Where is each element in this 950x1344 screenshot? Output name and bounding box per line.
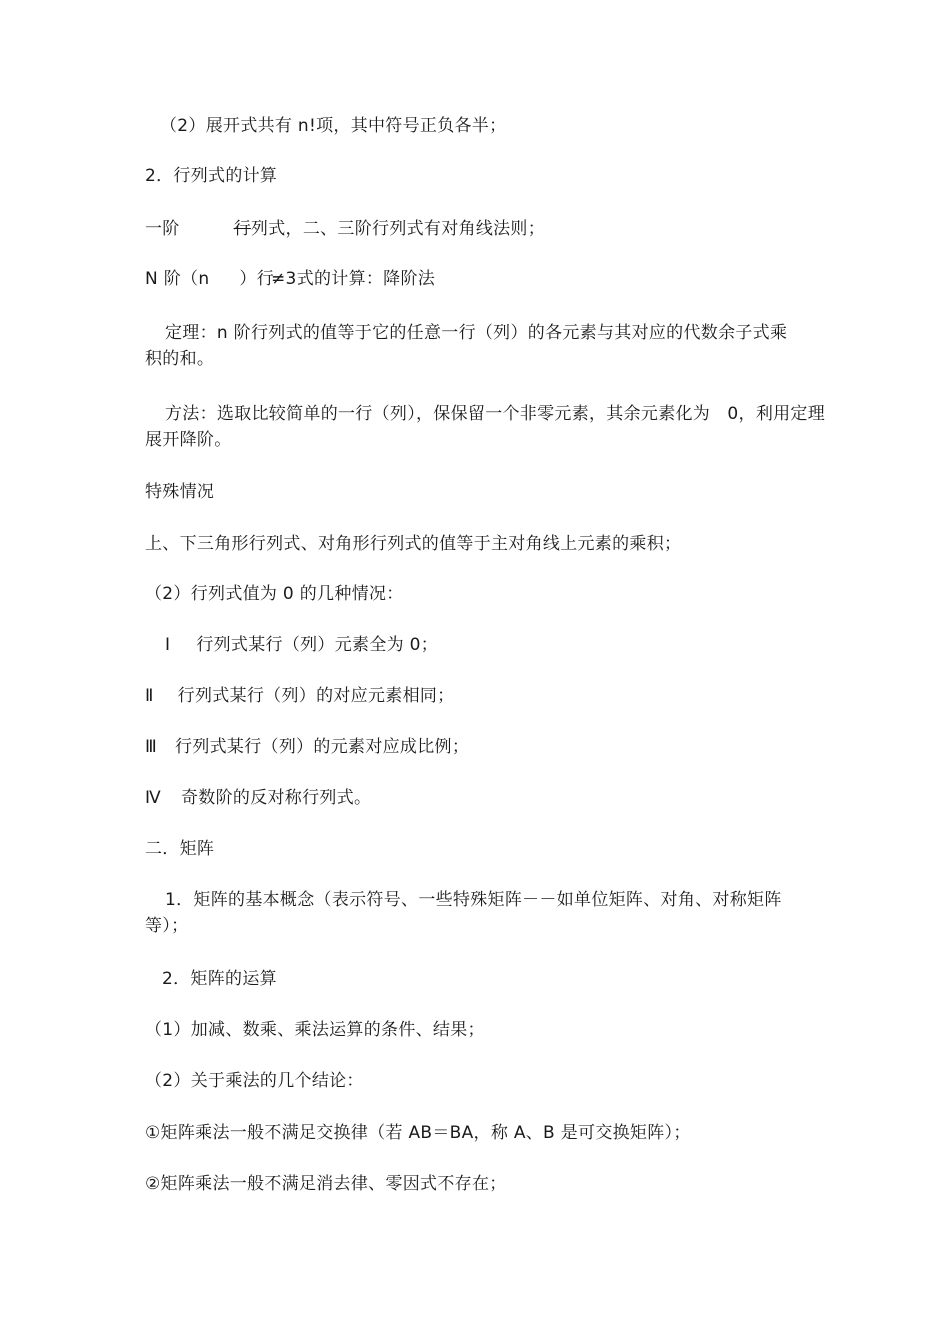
case-one-numeral: Ⅰ — [165, 635, 171, 655]
low-order-rule-line — [145, 217, 545, 241]
method-paragraph: 方法：选取比较简单的一行（列），保保留一个非零元素，其余元素化为 0，利用定理展开降阶。 — [145, 404, 826, 450]
theorem-paragraph: 定理：n 阶行列式的值等于它的任意一行（列）的各元素与其对应的代数余子式乘积的和。 — [145, 323, 788, 369]
matrix-operations-conditions-line: （1）加减、数乘、乘法运算的条件、结果； — [145, 1020, 485, 1040]
row-char: 行 — [233, 219, 251, 239]
case-two-text: 行列式某行（列）的对应元素相同； — [177, 686, 455, 706]
matrix-concept-paragraph: 1．矩阵的基本概念（表示符号、一些特殊矩阵－－如单位矩阵、对角、对称矩阵等）； — [145, 890, 782, 936]
section-heading-determinant-calculation: 2．行列式的计算 — [145, 166, 278, 186]
case-two-numeral: Ⅱ — [145, 686, 154, 706]
case-one-text: 行列式某行（列）元素全为 0； — [196, 635, 439, 655]
zero-value-cases-line: （2）行列式值为 0 的几种情况： — [145, 584, 404, 604]
n-order-row-label: ）行 — [239, 269, 275, 289]
case-four-numeral: Ⅳ — [145, 788, 161, 808]
order-reduction-line — [145, 267, 435, 291]
triangular-determinant-line: 上、下三角形行列式、对角形行列式的值等于主对角线上元素的乘积； — [145, 534, 682, 554]
multiplication-conclusions-line: （2）关于乘法的几个结论： — [145, 1071, 364, 1091]
first-order-label: 一阶 — [145, 219, 180, 239]
matrix-operations-heading: 2．矩阵的运算 — [162, 969, 277, 989]
case-four-line — [145, 786, 371, 810]
case-three-line — [145, 735, 469, 759]
special-cases-heading: 特殊情况 — [145, 482, 215, 502]
section-heading-matrix: 二．矩阵 — [145, 839, 215, 859]
n-not-equal-3: ≠3 — [271, 269, 297, 289]
commutative-law-line: ①矩阵乘法一般不满足交换律（若 AB＝BA，称 A、B 是可交换矩阵）； — [145, 1123, 691, 1143]
case-three-text: 行列式某行（列）的元素对应成比例； — [175, 737, 470, 757]
low-order-rule-text: 列式，二、三阶行列式有对角线法则； — [250, 219, 546, 239]
expansion-terms-line: （2）展开式共有 n!项，其中符号正负各半； — [160, 116, 507, 136]
case-one-line — [165, 633, 438, 657]
n-order-label: N 阶（n — [145, 269, 210, 289]
order-reduction-text: 式的计算：降阶法 — [296, 269, 436, 289]
case-two-line — [145, 684, 454, 708]
case-three-numeral: Ⅲ — [145, 737, 158, 757]
case-four-text: 奇数阶的反对称行列式。 — [181, 788, 372, 808]
cancellation-law-line: ②矩阵乘法一般不满足消去律、零因式不存在； — [145, 1174, 507, 1194]
